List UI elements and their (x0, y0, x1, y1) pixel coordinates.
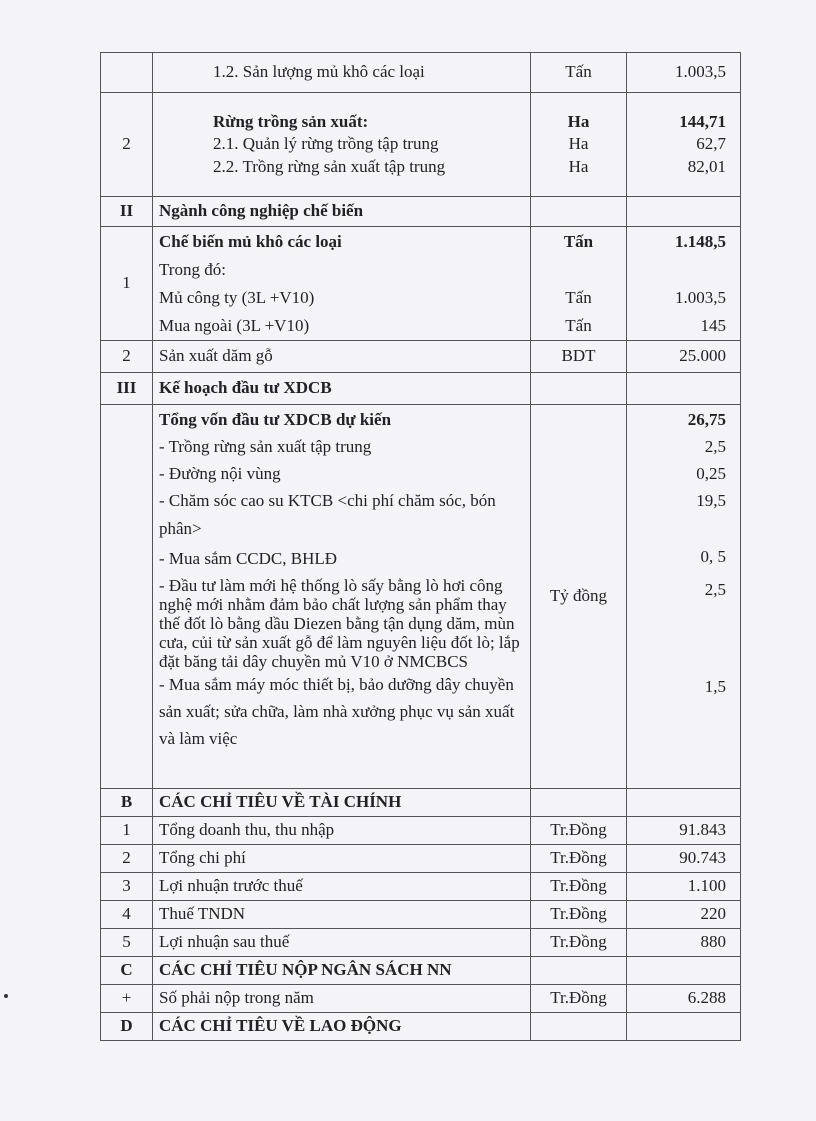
row-number: B (101, 789, 153, 817)
indicator-name (153, 405, 531, 789)
value-line: 26,75 (687, 410, 726, 429)
unit (531, 93, 627, 197)
unit: Tr.Đồng (531, 985, 627, 1013)
row-number: 4 (101, 901, 153, 929)
plan-indicators-table (100, 52, 741, 1041)
unit: Tỷ đồng (531, 405, 627, 789)
row-number (101, 53, 153, 93)
row-number: 1 (101, 227, 153, 341)
unit-line: Ha (567, 112, 590, 132)
value-line: 0, 5 (700, 547, 726, 566)
table-row (101, 957, 741, 985)
value (627, 1013, 741, 1041)
row-number (101, 405, 153, 789)
indicator-heading: Chế biến mủ khô các loại (159, 231, 342, 251)
indicator-heading: Rừng trồng sản xuất: (213, 112, 369, 132)
value-line: 1.148,5 (675, 231, 726, 251)
row-number: 1 (101, 817, 153, 845)
unit-line: Ha (568, 134, 589, 154)
indicator-sub: 2.1. Quản lý rừng trồng tập trung (213, 134, 439, 154)
unit-line (537, 256, 620, 284)
row-number: 2 (101, 341, 153, 373)
table-row (101, 373, 741, 405)
value: 880 (627, 929, 741, 957)
indicator-name: Lợi nhuận sau thuế (153, 929, 531, 957)
indicator-sub: - Đường nội vùng (159, 464, 281, 483)
unit-line: Tấn (565, 315, 592, 335)
table-row (101, 53, 741, 93)
unit (531, 373, 627, 405)
unit-line: Tấn (565, 287, 592, 307)
value-line: 1,5 (704, 677, 726, 696)
value (627, 197, 741, 227)
indicator-name: 1.2. Sản lượng mủ khô các loại (153, 53, 531, 93)
row-number: C (101, 957, 153, 985)
value-line: 2,5 (704, 580, 726, 599)
value: 6.288 (627, 985, 741, 1013)
table-row (101, 901, 741, 929)
unit (531, 1013, 627, 1041)
value-line: 1.003,5 (675, 287, 726, 307)
row-number: 3 (101, 873, 153, 901)
unit: Tr.Đồng (531, 873, 627, 901)
unit: Tr.Đồng (531, 817, 627, 845)
value: 1.100 (627, 873, 741, 901)
value-line: 62,7 (696, 134, 726, 154)
value-line: 145 (700, 315, 726, 335)
table-row (101, 985, 741, 1013)
section-title: CÁC CHỈ TIÊU VỀ TÀI CHÍNH (153, 789, 531, 817)
indicator-sub: Mủ công ty (3L +V10) (159, 287, 315, 307)
section-title: Ngành công nghiệp chế biến (153, 197, 531, 227)
value: 91.843 (627, 817, 741, 845)
value (627, 789, 741, 817)
table-row (101, 93, 741, 197)
row-number: 2 (101, 845, 153, 873)
indicator-sub: - Mua sắm máy móc thiết bị, bảo dưỡng dây chuyền sản xuất; sửa chữa, làm nhà xưởng phục vụ sản xuất và làm việc (159, 675, 515, 748)
row-number: 5 (101, 929, 153, 957)
value (627, 373, 741, 405)
value-line (633, 256, 726, 284)
indicator-name: Tổng doanh thu, thu nhập (153, 817, 531, 845)
unit (531, 197, 627, 227)
indicator-name: Số phải nộp trong năm (153, 985, 531, 1013)
table-row (101, 405, 741, 789)
table-row (101, 929, 741, 957)
section-title: CÁC CHỈ TIÊU NỘP NGÂN SÁCH NN (153, 957, 531, 985)
value (627, 93, 741, 197)
value (627, 227, 741, 341)
section-title: Kế hoạch đầu tư XDCB (153, 373, 531, 405)
scan-speck (4, 994, 8, 998)
unit (531, 789, 627, 817)
table-row (101, 845, 741, 873)
table-row (101, 227, 741, 341)
value-line: 144,71 (679, 112, 726, 132)
indicator-name: Thuế TNDN (153, 901, 531, 929)
value: 25.000 (627, 341, 741, 373)
table-row (101, 197, 741, 227)
row-number: + (101, 985, 153, 1013)
unit: BDT (531, 341, 627, 373)
table-row (101, 873, 741, 901)
unit: Tấn (531, 53, 627, 93)
unit (531, 957, 627, 985)
indicator-sub: Mua ngoài (3L +V10) (159, 315, 310, 335)
unit-line: Ha (568, 156, 589, 176)
value: 90.743 (627, 845, 741, 873)
unit-line: Tấn (563, 231, 594, 251)
table-row (101, 1013, 741, 1041)
row-number: 2 (101, 93, 153, 197)
table-row (101, 817, 741, 845)
value-line: 0,25 (696, 464, 726, 483)
indicator-sub: Trong đó: (159, 259, 226, 279)
indicator-sub: - Trồng rừng sản xuất tập trung (159, 437, 372, 456)
value (627, 405, 741, 789)
value: 1.003,5 (627, 53, 741, 93)
table-row (101, 789, 741, 817)
unit: Tr.Đồng (531, 901, 627, 929)
value-line: 82,01 (687, 156, 726, 176)
indicator-name: Lợi nhuận trước thuế (153, 873, 531, 901)
value (627, 957, 741, 985)
indicator-sub: - Chăm sóc cao su KTCB <chi phí chăm sóc, bón phân> (159, 491, 496, 538)
value-line: 19,5 (696, 491, 726, 510)
indicator-heading: Tổng vốn đầu tư XDCB dự kiến (159, 410, 392, 429)
unit: Tr.Đồng (531, 929, 627, 957)
row-number: D (101, 1013, 153, 1041)
row-number: II (101, 197, 153, 227)
value-line: 2,5 (704, 437, 726, 456)
indicator-name: Sản xuất dăm gỗ (153, 341, 531, 373)
indicator-sub: 2.2. Trồng rừng sản xuất tập trung (213, 156, 446, 176)
indicator-sub: - Đầu tư làm mới hệ thống lò sấy bằng lò hơi công nghệ mới nhằm đảm bảo chất lượng sản phẩm thay thế đốt lò bằng dầu Diezen bằng tận dụng dăm, mùn cưa, củi từ sản xuất gỗ để làm nguyên liệu đốt lò; lắp đặt băng tải dây chuyền mủ V10 ở NMCBCS (159, 576, 520, 671)
indicator-name (153, 93, 531, 197)
row-number: III (101, 373, 153, 405)
table-row (101, 341, 741, 373)
indicator-name (153, 227, 531, 341)
unit: Tr.Đồng (531, 845, 627, 873)
indicator-name: Tổng chi phí (153, 845, 531, 873)
indicator-sub: - Mua sắm CCDC, BHLĐ (159, 549, 338, 568)
section-title: CÁC CHỈ TIÊU VỀ LAO ĐỘNG (153, 1013, 531, 1041)
value: 220 (627, 901, 741, 929)
unit (531, 227, 627, 341)
